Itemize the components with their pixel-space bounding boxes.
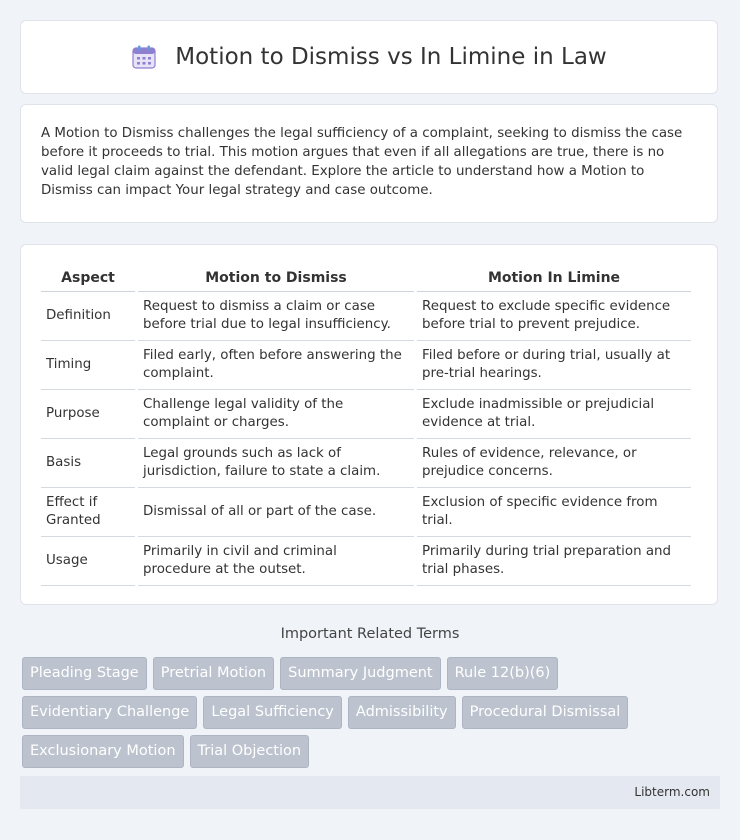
row-limine-cell: Request to exclude specific evidence before trial to prevent prejudice. xyxy=(417,292,691,341)
tag-summary-judgment[interactable]: Summary Judgment xyxy=(280,657,440,690)
row-limine-cell: Filed before or during trial, usually at pre-trial hearings. xyxy=(417,341,691,390)
row-aspect: Timing xyxy=(41,341,135,390)
row-aspect: Definition xyxy=(41,292,135,341)
row-aspect: Purpose xyxy=(41,390,135,439)
row-dismiss-cell: Challenge legal validity of the complaint or charges. xyxy=(138,390,414,439)
row-dismiss-cell: Primarily in civil and criminal procedure at the outset. xyxy=(138,537,414,586)
tag-exclusionary-motion[interactable]: Exclusionary Motion xyxy=(22,735,184,768)
footer-site-link[interactable]: Libterm.com xyxy=(634,785,710,799)
row-dismiss-cell: Dismissal of all or part of the case. xyxy=(138,488,414,537)
tag-procedural-dismissal[interactable]: Procedural Dismissal xyxy=(462,696,629,729)
tag-rule-12b6[interactable]: Rule 12(b)(6) xyxy=(447,657,559,690)
intro-card xyxy=(20,104,718,223)
row-dismiss-cell: Request to dismiss a claim or case before trial due to legal insufficiency. xyxy=(138,292,414,341)
row-limine-cell: Exclusion of specific evidence from trial. xyxy=(417,488,691,537)
table-row xyxy=(41,439,691,488)
tag-trial-objection[interactable]: Trial Objection xyxy=(190,735,310,768)
tag-legal-sufficiency[interactable]: Legal Sufficiency xyxy=(203,696,342,729)
row-dismiss-cell: Filed early, often before answering the complaint. xyxy=(138,341,414,390)
table-row xyxy=(41,537,691,586)
comparison-table xyxy=(38,267,694,586)
tag-pretrial-motion[interactable]: Pretrial Motion xyxy=(153,657,274,690)
related-terms-tags xyxy=(22,657,722,774)
table-row xyxy=(41,488,691,537)
table-row xyxy=(41,341,691,390)
header-motion-in-limine: Motion In Limine xyxy=(417,267,691,292)
table-header-row xyxy=(41,267,691,292)
related-terms-title: Important Related Terms xyxy=(280,626,460,642)
row-limine-cell: Exclude inadmissible or prejudicial evidence at trial. xyxy=(417,390,691,439)
tag-admissibility[interactable]: Admissibility xyxy=(348,696,456,729)
row-aspect: Usage xyxy=(41,537,135,586)
tag-evidentiary-challenge[interactable]: Evidentiary Challenge xyxy=(22,696,197,729)
tag-pleading-stage[interactable]: Pleading Stage xyxy=(22,657,147,690)
intro-text: A Motion to Dismiss challenges the legal sufficiency of a complaint, seeking to dismiss the case before it proceeds to trial. This motion argues that even if all allegations are true, there is no valid legal claim against the defendant. Explore the article to understand how a Motion to Dismiss can impact Your legal strategy and case outcome. xyxy=(41,126,683,198)
row-aspect: Basis xyxy=(41,439,135,488)
footer xyxy=(20,776,720,809)
calendar-icon xyxy=(131,44,157,70)
table-row xyxy=(41,390,691,439)
header-motion-to-dismiss: Motion to Dismiss xyxy=(138,267,414,292)
row-aspect: Effect if Granted xyxy=(41,488,135,537)
row-limine-cell: Rules of evidence, relevance, or prejudice concerns. xyxy=(417,439,691,488)
title-card xyxy=(20,20,718,94)
row-dismiss-cell: Legal grounds such as lack of jurisdiction, failure to state a claim. xyxy=(138,439,414,488)
comparison-card xyxy=(20,244,718,605)
row-limine-cell: Primarily during trial preparation and trial phases. xyxy=(417,537,691,586)
header-aspect: Aspect xyxy=(41,267,135,292)
table-row xyxy=(41,292,691,341)
page-title: Motion to Dismiss vs In Limine in Law xyxy=(175,44,607,70)
